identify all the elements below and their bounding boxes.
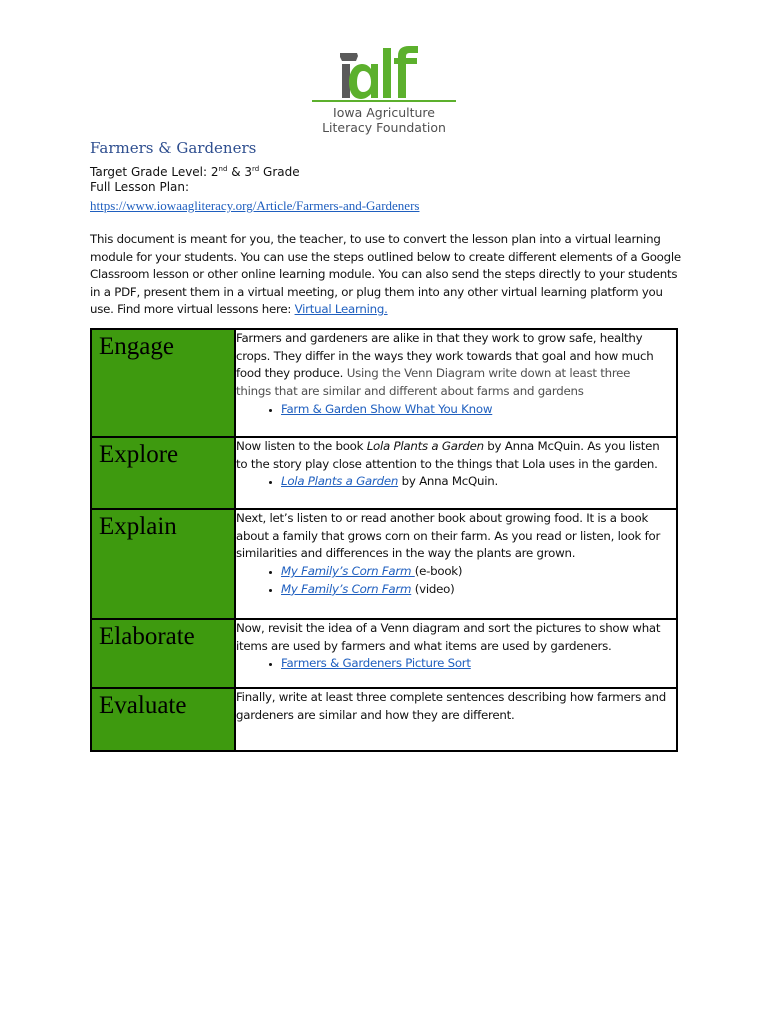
list-item: [281, 581, 676, 599]
virtual-learning-link[interactable]: Virtual Learning.: [294, 302, 388, 316]
intro-line: [90, 301, 690, 319]
list-item: [281, 401, 676, 419]
list-item: [281, 473, 676, 491]
lola-plants-a-garden-link[interactable]: Lola Plants a Garden: [281, 474, 399, 489]
engage-line: Farmers and gardeners are alike in that they work to grow safe, healthy: [236, 331, 643, 345]
ialf-logo: [312, 44, 456, 140]
grade-sup-1: nd: [218, 165, 228, 173]
evaluate-line: Finally, write at least three complete sentences describing how farmers and: [236, 690, 666, 704]
full-lesson-plan-link[interactable]: https://www.iowaagliteracy.org/Article/Farmers-and-Gardeners: [90, 198, 420, 213]
engage-resource-list: [236, 401, 676, 419]
explain-line: about a family that grows corn on their farm. As you read or listen, look for: [236, 528, 661, 543]
intro-line: module for your students. You can use the steps outlined below to create different elements of a Google: [90, 249, 681, 264]
grade-sup-2: rd: [252, 165, 260, 173]
evaluate-row: [91, 688, 677, 751]
list-item: [281, 563, 676, 581]
logo-line-1: Iowa Agriculture: [333, 105, 435, 120]
explain-phase-cell: [91, 509, 235, 619]
explore-row: [91, 437, 677, 509]
grade-suffix: Grade: [259, 165, 300, 179]
explore-resource-list: [236, 473, 676, 491]
phase-label-evaluate: Evaluate: [99, 692, 187, 719]
evaluate-description: [235, 688, 677, 751]
evaluate-line: gardeners are similar and how they are different.: [236, 707, 515, 722]
grade-prefix: Target Grade Level: 2: [90, 165, 219, 179]
intro-line: in a PDF, present them in a virtual meeting, or plug them into any other virtual learning platform you: [90, 284, 663, 299]
explain-description: [235, 509, 677, 619]
engage-line: [236, 365, 676, 383]
phase-label-explain: Explain: [99, 513, 177, 540]
elaborate-phase-cell: [91, 619, 235, 688]
engage-description: [235, 329, 677, 437]
full-lesson-plan-label: Full Lesson Plan:: [90, 180, 190, 194]
intro-line: Classroom lesson or other online learning module. You can also send the steps directly to your students: [90, 267, 678, 281]
corn-farm-ebook-link[interactable]: My Family’s Corn Farm: [281, 564, 415, 579]
phase-label-engage: Engage: [99, 333, 174, 360]
explore-line-1a: Now listen to the book: [236, 439, 367, 453]
intro-paragraph: [90, 231, 690, 319]
explain-link-1-suffix: (e-book): [414, 564, 463, 579]
engage-row: [91, 329, 677, 437]
lesson-table: [90, 328, 678, 752]
ialf-logo-mark-icon: [338, 44, 430, 100]
logo-divider: [312, 100, 456, 102]
engage-line-3b: Using the Venn Diagram write down at least three: [346, 366, 631, 381]
explain-row: [91, 509, 677, 619]
intro-last-text: use. Find more virtual lessons here:: [90, 302, 295, 316]
explain-line: Next, let’s listen to or read another book about growing food. It is a book: [236, 511, 649, 525]
explore-line-1c: by Anna McQuin. As you listen: [483, 439, 660, 453]
picture-sort-link[interactable]: Farmers & Gardeners Picture Sort: [281, 656, 471, 671]
grade-mid: & 3: [227, 165, 253, 179]
book-title-lola: Lola Plants a Garden: [366, 439, 484, 453]
intro-line: This document is meant for you, the teacher, to use to convert the lesson plan into a virtual learning: [90, 232, 661, 246]
explain-line: similarities and differences in the way the plants are grown.: [236, 546, 576, 561]
explain-resource-list: [236, 563, 676, 598]
engage-phase-cell: [91, 329, 235, 437]
list-item: [281, 655, 676, 673]
explore-link-suffix: by Anna McQuin.: [398, 474, 498, 489]
explain-link-2-suffix: (video): [411, 581, 455, 596]
corn-farm-video-link[interactable]: My Family’s Corn Farm: [281, 581, 412, 596]
phase-label-explore: Explore: [99, 441, 179, 468]
logo-line-2: Literacy Foundation: [322, 120, 446, 135]
explore-description: [235, 437, 677, 509]
page-title: Farmers & Gardeners: [90, 139, 257, 157]
engage-line: things that are similar and different about farms and gardens: [236, 384, 584, 399]
elaborate-description: [235, 619, 677, 688]
elaborate-row: [91, 619, 677, 688]
elaborate-resource-list: [236, 655, 676, 673]
engage-line-3a: food they produce.: [236, 366, 347, 381]
engage-line: crops. They differ in the ways they work towards that goal and how much: [236, 348, 654, 363]
farm-garden-show-link[interactable]: Farm & Garden Show What You Know: [281, 401, 493, 416]
elaborate-line: items are used by farmers and what items are used by gardeners.: [236, 638, 612, 653]
explore-line: [236, 438, 676, 456]
explore-line: to the story play close attention to the things that Lola uses in the garden.: [236, 456, 658, 471]
phase-label-elaborate: Elaborate: [99, 623, 195, 650]
elaborate-line: Now, revisit the idea of a Venn diagram and sort the pictures to show what: [236, 621, 661, 635]
evaluate-phase-cell: [91, 688, 235, 751]
explore-phase-cell: [91, 437, 235, 509]
